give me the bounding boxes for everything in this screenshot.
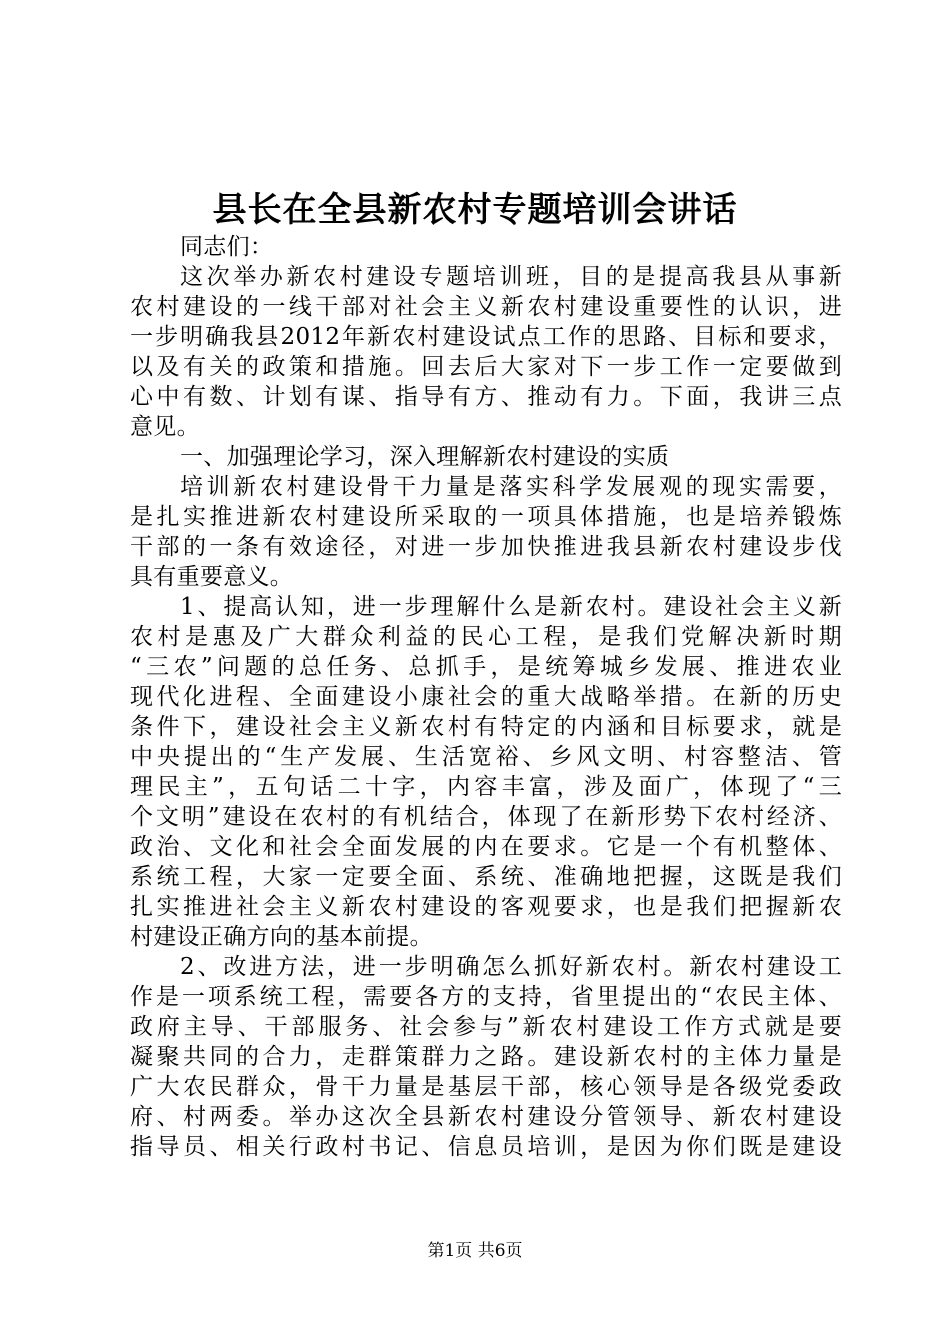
document-title: 县长在全县新农村专题培训会讲话 [212,190,738,230]
text-line: 这次举办新农村建设专题培训班，目的是提高我县从事新 [180,264,842,290]
text-line: 凝聚共同的合力，走群策群力之路。建设新农村的主体力量是 [130,1044,842,1070]
text-line: 府、村两委。举办这次全县新农村建设分管领导、新农村建设 [130,1104,842,1130]
text-line: 个文明”建设在农村的有机结合，体现了在新形势下农村经济、 [130,804,842,830]
text-line: 作是一项系统工程，需要各方的支持，省里提出的“农民主体、 [130,984,842,1010]
text-line: 政府主导、干部服务、社会参与”新农村建设工作方式就是要 [130,1014,842,1040]
text-line: 以及有关的政策和措施。回去后大家对下一步工作一定要做到 [130,354,842,380]
text-line: 村建设正确方向的基本前提。 [130,924,433,950]
text-line: 广大农民群众，骨干力量是基层干部，核心领导是各级党委政 [130,1074,842,1100]
text-line: 是扎实推进新农村建设所采取的一项具体措施，也是培养锻炼 [130,504,842,530]
text-line: 干部的一条有效途径，对进一步加快推进我县新农村建设步伐 [130,534,842,560]
text-line: 同志们： [180,234,274,260]
text-line: 条件下，建设社会主义新农村有特定的内涵和目标要求，就是 [130,714,842,740]
text-line: 农村是惠及广大群众利益的民心工程，是我们党解决新时期 [130,624,842,650]
text-line: 一步明确我县2012年新农村建设试点工作的思路、目标和要求， [130,324,842,350]
text-line: 农村建设的一线干部对社会主义新农村建设重要性的认识，进 [130,294,842,320]
text-line: 现代化进程、全面建设小康社会的重大战略举措。在新的历史 [130,684,842,710]
text-line: 培训新农村建设骨干力量是落实科学发展观的现实需要， [180,474,842,500]
text-line: “三农”问题的总任务、总抓手，是统筹城乡发展、推进农业 [130,654,842,680]
text-line: 心中有数、计划有谋、指导有方、推动有力。下面，我讲三点 [130,384,842,410]
page-footer: 第1页 共6页 [427,1241,523,1261]
text-line: 具有重要意义。 [130,564,294,590]
text-line: 1、提高认知，进一步理解什么是新农村。建设社会主义新 [180,594,842,620]
text-line: 中央提出的“生产发展、生活宽裕、乡风文明、村容整洁、管 [130,744,842,770]
text-line: 意见。 [130,414,200,440]
text-line: 理民主”，五句话二十字，内容丰富，涉及面广，体现了“三 [130,774,842,800]
text-line: 指导员、相关行政村书记、信息员培训，是因为你们既是建设 [130,1134,842,1160]
text-line: 系统工程，大家一定要全面、系统、准确地把握，这既是我们 [130,864,842,890]
document-body [130,232,842,1162]
text-line: 2、改进方法，进一步明确怎么抓好新农村。新农村建设工 [180,954,842,980]
text-line: 政治、文化和社会全面发展的内在要求。它是一个有机整体、 [130,834,842,860]
text-line: 扎实推进社会主义新农村建设的客观要求，也是我们把握新农 [130,894,842,920]
text-line: 一、加强理论学习，深入理解新农村建设的实质 [180,444,670,470]
